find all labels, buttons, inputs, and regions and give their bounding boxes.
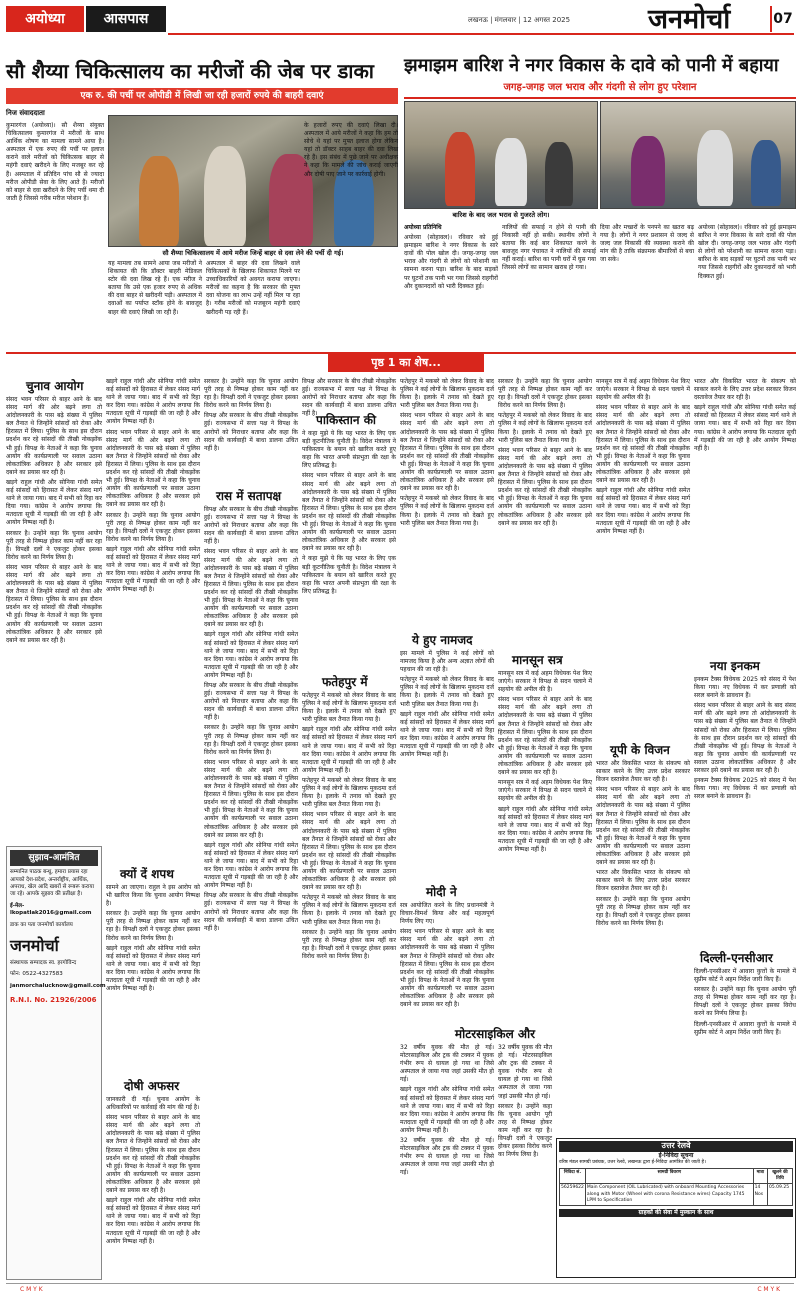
story1-headline: सौ शैय्या चिकित्सालय का मरीजों की जेब पर डाका xyxy=(6,59,374,83)
section-head-shapath: क्यों दें शपथ xyxy=(120,867,174,881)
tender-col-0: निविदा सं. xyxy=(560,1169,586,1184)
suggestion-advert xyxy=(6,846,106,1280)
story2-column-3: दिया और मच्छरों के पनपने का खतरा बढ़ गया है। लोगों ने नगर प्रशासन से जल्द से जल्द जल निकासी की व्यवस्था कराने की मांग की है ताकि संक्रामक बीमारियों से बचा जा सके। xyxy=(600,224,694,264)
lower-column-4b: फतेहपुर में मकबरे को लेकर विवाद के बाद पुलिस ने कई लोगों के खिलाफ मुकदमा दर्ज किया है। इलाके में तनाव को देखते हुए भारी पुलिस बल तैनात किया गया है। खड़गे राहुल गांधी और सोनिया गांधी समेत कई सांसदों को हिरासत में लेकर संसद मार्ग थाने ले जाया गया। बाद में सभी को रिहा कर दिया गया। कांग्रेस ने आरोप लगाया कि मतदाता सूची में गड़बड़ी की जा रही है और आयोग निष्पक्ष नहीं है। फतेहपुर में मकबरे को लेकर विवाद के बाद पुलिस ने कई लोगों के खिलाफ मुकदमा दर्ज किया है। इलाके में तनाव को देखते हुए भारी पुलिस बल तैनात किया गया है। संसद भवन परिसर से बाहर आने के बाद संसद मार्ग की ओर बढ़ने लगा तो आंदोलनकारी के पास बढ़े संख्या में पुलिस बल तैनात थे जिन्होंने सांसदों को रोका और हिरासत में लिया। पुलिस के साथ इस दौरान प्रदर्शन कर रहे सांसदों की तीखी नोकझोंक भी हुई। विपक्ष के नेताओं ने कहा कि चुनाव आयोग की कार्यप्रणाली पर सवाल उठाना लोकतांत्रिक अधिकार है और सरकार इसे दबाने का प्रयास कर रही है। फतेहपुर में मकबरे को लेकर विवाद के बाद पुलिस ने कई लोगों के खिलाफ मुकदमा दर्ज किया है। इलाके में तनाव को देखते हुए भारी पुलिस बल तैनात किया गया है। सरकार है। उन्होंने कहा कि चुनाव आयोग पूरी तरह से निष्पक्ष होकर काम नहीं कर रहा है। विपक्षी दलों ने एकजुट होकर इसका विरोध करने का निर्णय लिया है। xyxy=(302,692,396,960)
registration-marks-right: C M Y K xyxy=(757,1286,780,1293)
tender-col-3: खुलने की तिथि xyxy=(768,1169,793,1184)
lower-column-5c: सत्र आयोजित करने के लिए प्रधानमंत्री ने विचार-विमर्श किया और कई महत्वपूर्ण निर्णय लिए गए। संसद भवन परिसर से बाहर आने के बाद संसद मार्ग की ओर बढ़ने लगा तो आंदोलनकारी के पास बढ़े संख्या में पुलिस बल तैनात थे जिन्होंने सांसदों को रोका और हिरासत में लिया। पुलिस के साथ इस दौरान प्रदर्शन कर रहे सांसदों की तीखी नोकझोंक भी हुई। विपक्ष के नेताओं ने कहा कि चुनाव आयोग की कार्यप्रणाली पर सवाल उठाना लोकतांत्रिक अधिकार है और सरकार इसे दबाने का प्रयास कर रही है। xyxy=(400,902,494,1009)
tender-table xyxy=(559,1168,793,1205)
registration-marks-left: C M Y K xyxy=(20,1286,43,1293)
section-tag-ayodhya: अयोध्या xyxy=(6,6,84,32)
footer-rule xyxy=(6,1283,794,1284)
lower-column-2c: जानकारी दी गई। चुनाव आयोग के अधिकारियों पर कार्रवाई की मांग की गई है। संसद भवन परिसर से बाहर आने के बाद संसद मार्ग की ओर बढ़ने लगा तो आंदोलनकारी के पास बढ़े संख्या में पुलिस बल तैनात थे जिन्होंने सांसदों को रोका और हिरासत में लिया। पुलिस के साथ इस दौरान प्रदर्शन कर रहे सांसदों की तीखी नोकझोंक भी हुई। विपक्ष के नेताओं ने कहा कि चुनाव आयोग की कार्यप्रणाली पर सवाल उठाना लोकतांत्रिक अधिकार है और सरकार इसे दबाने का प्रयास कर रही है। खड़गे राहुल गांधी और सोनिया गांधी समेत कई सांसदों को हिरासत में लेकर संसद मार्ग थाने ले जाया गया। बाद में सभी को रिहा कर दिया गया। कांग्रेस ने आरोप लगाया कि मतदाता सूची में गड़बड़ी की जा रही है और आयोग निष्पक्ष नहीं है। xyxy=(106,1096,200,1245)
section-head-doshi: दोषी अफसर xyxy=(124,1079,180,1093)
lower-column-4-top: विपक्ष और सरकार के बीच तीखी नोकझोंक हुई। राज्यसभा में सत्ता पक्ष ने विपक्ष के आरोपों को निराधार बताया और कहा कि सदन की कार्यवाही में बाधा डालना उचित नहीं है। xyxy=(302,378,396,418)
story2-column-1: अयोध्या प्रतिनिधि अयोध्या (सोहावल)। रविवार को हुई झमाझम बारिश ने नगर विकास के सारे दावों की पोल खोल दी। जगह-जगह जल भराव और गंदगी से लोगों को परेशानी का सामना करना पड़ा। बारिश के बाद सड़कों पर घुटनों तक पानी भर गया जिससे राहगीरों और दुकानदारों को भारी दिक्कत हुई। xyxy=(404,224,498,290)
story2-column-2: नालियों की सफाई न होने से पानी की निकासी नहीं हो सकी। स्थानीय लोगों ने बताया कि कई बार शिकायत करने के बावजूद नगर पंचायत ने नालियों की सफाई नहीं कराई। बारिश का पानी घरों में घुस गया जिससे लोगों का सामान खराब हो गया। xyxy=(502,224,596,272)
lower-column-8b: इनकम टैक्स विधेयक 2025 को संसद में पेश किया गया। नए विधेयक में कर प्रणाली को सरल बनाने के प्रावधान हैं। संसद भवन परिसर से बाहर आने के बाद संसद मार्ग की ओर बढ़ने लगा तो आंदोलनकारी के पास बढ़े संख्या में पुलिस बल तैनात थे जिन्होंने सांसदों को रोका और हिरासत में लिया। पुलिस के साथ इस दौरान प्रदर्शन कर रहे सांसदों की तीखी नोकझोंक भी हुई। विपक्ष के नेताओं ने कहा कि चुनाव आयोग की कार्यप्रणाली पर सवाल उठाना लोकतांत्रिक अधिकार है और सरकार इसे दबाने का प्रयास कर रही है। इनकम टैक्स विधेयक 2025 को संसद में पेश किया गया। नए विधेयक में कर प्रणाली को सरल बनाने के प्रावधान हैं। xyxy=(694,676,796,801)
story1-column-3: अस्पताल में बाहर की दवा लिखने वाले चिकित्सकों के खिलाफ शिकायत मिलने पर उच्चाधिकारियों को अवगत कराया जाएगा। मरीजों का कहना है कि सरकार की मुफ्त दवा योजना का लाभ उन्हें नहीं मिल पा रहा है। गरीब मरीजों को मजबूरन महंगी दवाएं खरीदनी पड़ रही हैं। xyxy=(206,260,300,316)
tender-title: उत्तर रेलवे xyxy=(559,1141,793,1152)
story1-column-4: के हजारों रुपए की दवाएं लिखा दी। अस्पताल में आये मरीजों ने कहा कि हम तो सोचे थे यहां पर मुफ्त इलाज होगा लेकिन यहां तो डॉक्टर साहब बाहर की दवा लिख रहे हैं। इस संबंध में पूछे जाने पर अधीक्षक ने कहा कि मामले की जांच कराई जाएगी और दोषी पाए जाने पर कार्रवाई होगी। xyxy=(304,122,398,178)
story2-kicker: अयोध्या प्रतिनिधि xyxy=(404,224,442,231)
lower-column-8: भारत और विकसित भारत के संकल्प को साकार करने के लिए उत्तर प्रदेश सरकार विजन दस्तावेज तैयार कर रही है। खड़गे राहुल गांधी और सोनिया गांधी समेत कई सांसदों को हिरासत में लेकर संसद मार्ग थाने ले जाया गया। बाद में सभी को रिहा कर दिया गया। कांग्रेस ने आरोप लगाया कि मतदाता सूची में गड़बड़ी की जा रही है और आयोग निष्पक्ष नहीं है। xyxy=(694,378,796,452)
advert-rni: R.N.I. No. 21926/2006 xyxy=(10,995,97,1004)
section-tag-aaspaas: आसपास xyxy=(86,6,166,32)
section-head-manasun: मानसून सत्र xyxy=(512,653,563,667)
lower-column-6: सरकार है। उन्होंने कहा कि चुनाव आयोग पूरी तरह से निष्पक्ष होकर काम नहीं कर रहा है। विपक्षी दलों ने एकजुट होकर इसका विरोध करने का निर्णय लिया है। फतेहपुर में मकबरे को लेकर विवाद के बाद पुलिस ने कई लोगों के खिलाफ मुकदमा दर्ज किया है। इलाके में तनाव को देखते हुए भारी पुलिस बल तैनात किया गया है। संसद भवन परिसर से बाहर आने के बाद संसद मार्ग की ओर बढ़ने लगा तो आंदोलनकारी के पास बढ़े संख्या में पुलिस बल तैनात थे जिन्होंने सांसदों को रोका और हिरासत में लिया। पुलिस के साथ इस दौरान प्रदर्शन कर रहे सांसदों की तीखी नोकझोंक भी हुई। विपक्ष के नेताओं ने कहा कि चुनाव आयोग की कार्यप्रणाली पर सवाल उठाना लोकतांत्रिक अधिकार है और सरकार इसे दबाने का प्रयास कर रही है। xyxy=(498,378,592,527)
tender-footer: ग्राहकों की सेवा में मुस्कान के साथ xyxy=(559,1209,793,1217)
advert-logo: जनमोर्चा xyxy=(10,936,59,956)
advert-body: सम्मानित पाठक बन्धु, हमारा प्रयास रहा आपको देश-प्रदेश, अन्तर्राष्ट्रीय, आर्थिक, अपराध, खेल आदि खबरों से रूबरू कराया जा रहे। आपके सुझाव की प्रतीक्षा है। xyxy=(10,869,95,898)
lower-column-2b: सामने आ जाएगा। राहुल ने इस आरोप को भी खारिज किया कि चुनाव आयोग निष्पक्ष है। सरकार है। उन्होंने कहा कि चुनाव आयोग पूरी तरह से निष्पक्ष होकर काम नहीं कर रहा है। विपक्षी दलों ने एकजुट होकर इसका विरोध करने का निर्णय लिया है। खड़गे राहुल गांधी और सोनिया गांधी समेत कई सांसदों को हिरासत में लेकर संसद मार्ग थाने ले जाया गया। बाद में सभी को रिहा कर दिया गया। कांग्रेस ने आरोप लगाया कि मतदाता सूची में गड़बड़ी की जा रही है और आयोग निष्पक्ष नहीं है। xyxy=(106,884,200,993)
section-head-modi: मोदी ने xyxy=(426,885,457,899)
advert-email: ई-मेल- lkopatlak2016@gmail.com xyxy=(10,902,92,917)
lower-column-3: सरकार है। उन्होंने कहा कि चुनाव आयोग पूरी तरह से निष्पक्ष होकर काम नहीं कर रहा है। विपक्षी दलों ने एकजुट होकर इसका विरोध करने का निर्णय लिया है। विपक्ष और सरकार के बीच तीखी नोकझोंक हुई। राज्यसभा में सत्ता पक्ष ने विपक्ष के आरोपों को निराधार बताया और कहा कि सदन की कार्यवाही में बाधा डालना उचित नहीं है। xyxy=(204,378,298,452)
lower-column-8c: दिल्ली-एनसीआर में आवारा कुत्तों के मामले में सुप्रीम कोर्ट ने अहम निर्देश जारी किए हैं। सरकार है। उन्होंने कहा कि चुनाव आयोग पूरी तरह से निष्पक्ष होकर काम नहीं कर रहा है। विपक्षी दलों ने एकजुट होकर इसका विरोध करने का निर्णय लिया है। दिल्ली-एनसीआर में आवारा कुत्तों के मामले में सुप्रीम कोर्ट ने अहम निर्देश जारी किए हैं। xyxy=(694,968,796,1036)
tender-col-2: मात्रा xyxy=(753,1169,767,1184)
lower-column-6b: मानसून सत्र में कई अहम विधेयक पेश किए जाएंगे। सरकार ने विपक्ष से सदन चलाने में सहयोग की अपील की है। संसद भवन परिसर से बाहर आने के बाद संसद मार्ग की ओर बढ़ने लगा तो आंदोलनकारी के पास बढ़े संख्या में पुलिस बल तैनात थे जिन्होंने सांसदों को रोका और हिरासत में लिया। पुलिस के साथ इस दौरान प्रदर्शन कर रहे सांसदों की तीखी नोकझोंक भी हुई। विपक्ष के नेताओं ने कहा कि चुनाव आयोग की कार्यप्रणाली पर सवाल उठाना लोकतांत्रिक अधिकार है और सरकार इसे दबाने का प्रयास कर रही है। मानसून सत्र में कई अहम विधेयक पेश किए जाएंगे। सरकार ने विपक्ष से सदन चलाने में सहयोग की अपील की है। खड़गे राहुल गांधी और सोनिया गांधी समेत कई सांसदों को हिरासत में लेकर संसद मार्ग थाने ले जाया गया। बाद में सभी को रिहा कर दिया गया। कांग्रेस ने आरोप लगाया कि मतदाता सूची में गड़बड़ी की जा रही है और आयोग निष्पक्ष नहीं है। xyxy=(498,670,592,853)
advert-founder: संस्थापक सम्पादक स्व. हरगोविन्द xyxy=(10,959,77,966)
page-number: 07 xyxy=(770,6,794,32)
table-row: 56259622 Main Component (OIL Lubricated) with onboard Mounting Accessories along with Motor (Wheel with corona Resistance wires) Capacity 1745 LPM to Specification 14 Nos 05.09.25 xyxy=(560,1184,793,1205)
story2-photo-caption: बारिश के बाद जल भराव से गुजरते लोग। xyxy=(452,211,550,219)
continued-banner xyxy=(6,352,796,370)
advert-heading: सुझाव-आमंत्रित xyxy=(10,850,98,866)
lower-column-7: मानसून सत्र में कई अहम विधेयक पेश किए जाएंगे। सरकार ने विपक्ष से सदन चलाने में सहयोग की अपील की है। संसद भवन परिसर से बाहर आने के बाद संसद मार्ग की ओर बढ़ने लगा तो आंदोलनकारी के पास बढ़े संख्या में पुलिस बल तैनात थे जिन्होंने सांसदों को रोका और हिरासत में लिया। पुलिस के साथ इस दौरान प्रदर्शन कर रहे सांसदों की तीखी नोकझोंक भी हुई। विपक्ष के नेताओं ने कहा कि चुनाव आयोग की कार्यप्रणाली पर सवाल उठाना लोकतांत्रिक अधिकार है और सरकार इसे दबाने का प्रयास कर रही है। खड़गे राहुल गांधी और सोनिया गांधी समेत कई सांसदों को हिरासत में लेकर संसद मार्ग थाने ले जाया गया। बाद में सभी को रिहा कर दिया गया। कांग्रेस ने आरोप लगाया कि मतदाता सूची में गड़बड़ी की जा रही है और आयोग निष्पक्ष नहीं है। xyxy=(596,378,690,535)
lower-column-6c: 32 वर्षीय युवक की मौत हो गई। मोटरसाइकिल और ट्रक की टक्कर में युवक गंभीर रूप से घायल हो गया था जिसे अस्पताल ले जाया गया जहां उसकी मौत हो गई। सरकार है। उन्होंने कहा कि चुनाव आयोग पूरी तरह से निष्पक्ष होकर काम नहीं कर रहा है। विपक्षी दलों ने एकजुट होकर इसका विरोध करने का निर्णय लिया है। xyxy=(498,1044,552,1159)
lower-column-7b: भारत और विकसित भारत के संकल्प को साकार करने के लिए उत्तर प्रदेश सरकार विजन दस्तावेज तैयार कर रही है। संसद भवन परिसर से बाहर आने के बाद संसद मार्ग की ओर बढ़ने लगा तो आंदोलनकारी के पास बढ़े संख्या में पुलिस बल तैनात थे जिन्होंने सांसदों को रोका और हिरासत में लिया। पुलिस के साथ इस दौरान प्रदर्शन कर रहे सांसदों की तीखी नोकझोंक भी हुई। विपक्ष के नेताओं ने कहा कि चुनाव आयोग की कार्यप्रणाली पर सवाल उठाना लोकतांत्रिक अधिकार है और सरकार इसे दबाने का प्रयास कर रही है। भारत और विकसित भारत के संकल्प को साकार करने के लिए उत्तर प्रदेश सरकार विजन दस्तावेज तैयार कर रही है। सरकार है। उन्होंने कहा कि चुनाव आयोग पूरी तरह से निष्पक्ष होकर काम नहीं कर रहा है। विपक्षी दलों ने एकजुट होकर इसका विरोध करने का निर्णय लिया है। xyxy=(596,760,690,927)
story1-column-2: यह मामला तब सामने आया जब मरीजों ने शिकायत की कि डॉक्टर बाहरी मेडिकल स्टोर की दवा लिख रहे हैं। एक मरीज ने बताया कि उसे एक हजार रुपए से अधिक की दवा बाहर से खरीदनी पड़ी। अस्पताल में दवाओं का पर्याप्त स्टॉक होने के बावजूद बाहर की दवाएं लिखी जा रही हैं। xyxy=(108,260,202,316)
story1-column-1: कुमारगंज (अयोध्या)। सौ शैय्या संयुक्त चिकित्सालय कुमारगंज में मरीजों के साथ आर्थिक शोषण का मामला सामने आया है। अस्पताल में एक रुपए की पर्ची पर इलाज कराने वाले मरीजों को चिकित्सक बाहर से महंगी दवाएं खरीदने के लिए मजबूर कर रहे हैं। अस्पताल में प्रतिदिन पांच सौ से ज्यादा मरीज ओपीडी सेवा के लिए आते हैं। मरीजों को बाहर से दवा खरीदने के लिए पर्ची थमा दी जाती है जिससे गरीब मरीज परेशान हैं। xyxy=(6,122,104,202)
story1-byline: निज संवाददाता xyxy=(6,109,45,117)
story2-photo-right xyxy=(600,101,796,209)
section-head-dilli: दिल्ली-एनसीआर xyxy=(700,951,773,965)
story1-subhead: एक रु. की पर्ची पर ओपीडी में लिखी जा रही हजारों रुपये की बाहरी दवाएं xyxy=(6,88,398,104)
section-head-pakistan: पाकिस्तान की xyxy=(316,413,377,427)
lower-column-5b: इस मामले में पुलिस ने कई लोगों को नामजद किया है और अन्य अज्ञात लोगों की पहचान की जा रही है। फतेहपुर में मकबरे को लेकर विवाद के बाद पुलिस ने कई लोगों के खिलाफ मुकदमा दर्ज किया है। इलाके में तनाव को देखते हुए भारी पुलिस बल तैनात किया गया है। खड़गे राहुल गांधी और सोनिया गांधी समेत कई सांसदों को हिरासत में लेकर संसद मार्ग थाने ले जाया गया। बाद में सभी को रिहा कर दिया गया। कांग्रेस ने आरोप लगाया कि मतदाता सूची में गड़बड़ी की जा रही है और आयोग निष्पक्ष नहीं है। xyxy=(400,650,494,759)
section-head-naya: नया इनकम xyxy=(710,659,760,673)
story2-photo-left xyxy=(404,101,598,209)
section-head-fatehpur: फतेहपुर में xyxy=(322,675,368,689)
section-head-raas: रास में सतापक्ष xyxy=(216,489,282,503)
lower-column-3b: विपक्ष और सरकार के बीच तीखी नोकझोंक हुई। राज्यसभा में सत्ता पक्ष ने विपक्ष के आरोपों को निराधार बताया और कहा कि सदन की कार्यवाही में बाधा डालना उचित नहीं है। संसद भवन परिसर से बाहर आने के बाद संसद मार्ग की ओर बढ़ने लगा तो आंदोलनकारी के पास बढ़े संख्या में पुलिस बल तैनात थे जिन्होंने सांसदों को रोका और हिरासत में लिया। पुलिस के साथ इस दौरान प्रदर्शन कर रहे सांसदों की तीखी नोकझोंक भी हुई। विपक्ष के नेताओं ने कहा कि चुनाव आयोग की कार्यप्रणाली पर सवाल उठाना लोकतांत्रिक अधिकार है और सरकार इसे दबाने का प्रयास कर रही है। खड़गे राहुल गांधी और सोनिया गांधी समेत कई सांसदों को हिरासत में लेकर संसद मार्ग थाने ले जाया गया। बाद में सभी को रिहा कर दिया गया। कांग्रेस ने आरोप लगाया कि मतदाता सूची में गड़बड़ी की जा रही है और आयोग निष्पक्ष नहीं है। विपक्ष और सरकार के बीच तीखी नोकझोंक हुई। राज्यसभा में सत्ता पक्ष ने विपक्ष के आरोपों को निराधार बताया और कहा कि सदन की कार्यवाही में बाधा डालना उचित नहीं है। सरकार है। उन्होंने कहा कि चुनाव आयोग पूरी तरह से निष्पक्ष होकर काम नहीं कर रहा है। विपक्षी दलों ने एकजुट होकर इसका विरोध करने का निर्णय लिया है। संसद भवन परिसर से बाहर आने के बाद संसद मार्ग की ओर बढ़ने लगा तो आंदोलनकारी के पास बढ़े संख्या में पुलिस बल तैनात थे जिन्होंने सांसदों को रोका और हिरासत में लिया। पुलिस के साथ इस दौरान प्रदर्शन कर रहे सांसदों की तीखी नोकझोंक भी हुई। विपक्ष के नेताओं ने कहा कि चुनाव आयोग की कार्यप्रणाली पर सवाल उठाना लोकतांत्रिक अधिकार है और सरकार इसे दबाने का प्रयास कर रही है। खड़गे राहुल गांधी और सोनिया गांधी समेत कई सांसदों को हिरासत में लेकर संसद मार्ग थाने ले जाया गया। बाद में सभी को रिहा कर दिया गया। कांग्रेस ने आरोप लगाया कि मतदाता सूची में गड़बड़ी की जा रही है और आयोग निष्पक्ष नहीं है। विपक्ष और सरकार के बीच तीखी नोकझोंक हुई। राज्यसभा में सत्ता पक्ष ने विपक्ष के आरोपों को निराधार बताया और कहा कि सदन की कार्यवाही में बाधा डालना उचित नहीं है। xyxy=(204,506,298,932)
story2-column-4: अयोध्या (सोहावल)। रविवार को हुई झमाझम बारिश ने नगर विकास के सारे दावों की पोल खोल दी। जगह-जगह जल भराव और गंदगी से लोगों को परेशानी का सामना करना पड़ा। बारिश के बाद सड़कों पर घुटनों तक पानी भर गया जिससे राहगीरों और दुकानदारों को भारी दिक्कत हुई। xyxy=(698,224,796,280)
story2-subhead: जगह-जगह जल भराव और गंदगी से लोग हुए परेशान xyxy=(404,81,796,99)
advert-address: डाक का पता जनमोर्चा कार्यालय xyxy=(10,921,73,928)
advert-phone: फोन: 0522-4327583 xyxy=(10,971,63,978)
tender-col-1: सामग्री विवरण xyxy=(585,1169,753,1184)
lower-column-5: फतेहपुर में मकबरे को लेकर विवाद के बाद पुलिस ने कई लोगों के खिलाफ मुकदमा दर्ज किया है। इलाके में तनाव को देखते हुए भारी पुलिस बल तैनात किया गया है। संसद भवन परिसर से बाहर आने के बाद संसद मार्ग की ओर बढ़ने लगा तो आंदोलनकारी के पास बढ़े संख्या में पुलिस बल तैनात थे जिन्होंने सांसदों को रोका और हिरासत में लिया। पुलिस के साथ इस दौरान प्रदर्शन कर रहे सांसदों की तीखी नोकझोंक भी हुई। विपक्ष के नेताओं ने कहा कि चुनाव आयोग की कार्यप्रणाली पर सवाल उठाना लोकतांत्रिक अधिकार है और सरकार इसे दबाने का प्रयास कर रही है। फतेहपुर में मकबरे को लेकर विवाद के बाद पुलिस ने कई लोगों के खिलाफ मुकदमा दर्ज किया है। इलाके में तनाव को देखते हुए भारी पुलिस बल तैनात किया गया है। xyxy=(400,378,494,527)
lower-column-4: ने कहा मुझे ये कि यह भारत के लिए एक बड़ी कूटनीतिक चुनौती है। विदेश मंत्रालय ने पाकिस्तान के बयान को खारिज करते हुए कहा कि भारत अपनी संप्रभुता की रक्षा के लिए प्रतिबद्ध है। संसद भवन परिसर से बाहर आने के बाद संसद मार्ग की ओर बढ़ने लगा तो आंदोलनकारी के पास बढ़े संख्या में पुलिस बल तैनात थे जिन्होंने सांसदों को रोका और हिरासत में लिया। पुलिस के साथ इस दौरान प्रदर्शन कर रहे सांसदों की तीखी नोकझोंक भी हुई। विपक्ष के नेताओं ने कहा कि चुनाव आयोग की कार्यप्रणाली पर सवाल उठाना लोकतांत्रिक अधिकार है और सरकार इसे दबाने का प्रयास कर रही है। ने कहा मुझे ये कि यह भारत के लिए एक बड़ी कूटनीतिक चुनौती है। विदेश मंत्रालय ने पाकिस्तान के बयान को खारिज करते हुए कहा कि भारत अपनी संप्रभुता की रक्षा के लिए प्रतिबद्ध है। xyxy=(302,430,396,595)
advert-email2: janmorchalucknow@gmail.com xyxy=(10,982,106,989)
section-head-namdad: ये हुए नामजद xyxy=(412,633,473,647)
lower-column-2: खड़गे राहुल गांधी और सोनिया गांधी समेत कई सांसदों को हिरासत में लेकर संसद मार्ग थाने ले जाया गया। बाद में सभी को रिहा कर दिया गया। कांग्रेस ने आरोप लगाया कि मतदाता सूची में गड़बड़ी की जा रही है और आयोग निष्पक्ष नहीं है। संसद भवन परिसर से बाहर आने के बाद संसद मार्ग की ओर बढ़ने लगा तो आंदोलनकारी के पास बढ़े संख्या में पुलिस बल तैनात थे जिन्होंने सांसदों को रोका और हिरासत में लिया। पुलिस के साथ इस दौरान प्रदर्शन कर रहे सांसदों की तीखी नोकझोंक भी हुई। विपक्ष के नेताओं ने कहा कि चुनाव आयोग की कार्यप्रणाली पर सवाल उठाना लोकतांत्रिक अधिकार है और सरकार इसे दबाने का प्रयास कर रही है। सरकार है। उन्होंने कहा कि चुनाव आयोग पूरी तरह से निष्पक्ष होकर काम नहीं कर रहा है। विपक्षी दलों ने एकजुट होकर इसका विरोध करने का निर्णय लिया है। खड़गे राहुल गांधी और सोनिया गांधी समेत कई सांसदों को हिरासत में लेकर संसद मार्ग थाने ले जाया गया। बाद में सभी को रिहा कर दिया गया। कांग्रेस ने आरोप लगाया कि मतदाता सूची में गड़बड़ी की जा रही है और आयोग निष्पक्ष नहीं है। xyxy=(106,378,200,594)
section-head-motor: मोटरसाइकिल और xyxy=(454,1027,536,1041)
page-header xyxy=(0,0,800,38)
section-head-chunav: चुनाव आयोग xyxy=(26,379,84,393)
story1-photo-caption: सौ शैय्या चिकित्सालय में आये मरीज जिन्हें बाहर से दवा लेने की पर्ची दी गई। xyxy=(162,249,344,257)
tender-intro: वरिष्ठ मंडल सामग्री प्रबंधक, उत्तर रेलवे, लखनऊ द्वारा ई-निविदा आमंत्रित की जाती है। xyxy=(559,1159,706,1165)
lower-column-5d: 32 वर्षीय युवक की मौत हो गई। मोटरसाइकिल और ट्रक की टक्कर में युवक गंभीर रूप से घायल हो गया था जिसे अस्पताल ले जाया गया जहां उसकी मौत हो गई। खड़गे राहुल गांधी और सोनिया गांधी समेत कई सांसदों को हिरासत में लेकर संसद मार्ग थाने ले जाया गया। बाद में सभी को रिहा कर दिया गया। कांग्रेस ने आरोप लगाया कि मतदाता सूची में गड़बड़ी की जा रही है और आयोग निष्पक्ष नहीं है। 32 वर्षीय युवक की मौत हो गई। मोटरसाइकिल और ट्रक की टक्कर में युवक गंभीर रूप से घायल हो गया था जिसे अस्पताल ले जाया गया जहां उसकी मौत हो गई। xyxy=(400,1044,494,1177)
railway-tender xyxy=(556,1138,796,1278)
continued-banner-label: पृष्ठ 1 का शेष... xyxy=(328,354,484,372)
story2-headline: झमाझम बारिश ने नगर विकास के दावे को पानी में बहाया xyxy=(404,55,779,76)
section-head-yupi: यूपी के विजन xyxy=(610,743,670,757)
newspaper-brand: जनमोर्चा xyxy=(648,4,731,35)
issue-line: लखनऊ | मंगलवार | 12 अगस्त 2025 xyxy=(468,16,571,24)
lower-column-1: संसद भवन परिसर से बाहर आने के बाद संसद मार्ग की ओर बढ़ने लगा तो आंदोलनकारी के पास बढ़े संख्या में पुलिस बल तैनात थे जिन्होंने सांसदों को रोका और हिरासत में लिया। पुलिस के साथ इस दौरान प्रदर्शन कर रहे सांसदों की तीखी नोकझोंक भी हुई। विपक्ष के नेताओं ने कहा कि चुनाव आयोग की कार्यप्रणाली पर सवाल उठाना लोकतांत्रिक अधिकार है और सरकार इसे दबाने का प्रयास कर रही है। खड़गे राहुल गांधी और सोनिया गांधी समेत कई सांसदों को हिरासत में लेकर संसद मार्ग थाने ले जाया गया। बाद में सभी को रिहा कर दिया गया। कांग्रेस ने आरोप लगाया कि मतदाता सूची में गड़बड़ी की जा रही है और आयोग निष्पक्ष नहीं है। सरकार है। उन्होंने कहा कि चुनाव आयोग पूरी तरह से निष्पक्ष होकर काम नहीं कर रहा है। विपक्षी दलों ने एकजुट होकर इसका विरोध करने का निर्णय लिया है। संसद भवन परिसर से बाहर आने के बाद संसद मार्ग की ओर बढ़ने लगा तो आंदोलनकारी के पास बढ़े संख्या में पुलिस बल तैनात थे जिन्होंने सांसदों को रोका और हिरासत में लिया। पुलिस के साथ इस दौरान प्रदर्शन कर रहे सांसदों की तीखी नोकझोंक भी हुई। विपक्ष के नेताओं ने कहा कि चुनाव आयोग की कार्यप्रणाली पर सवाल उठाना लोकतांत्रिक अधिकार है और सरकार इसे दबाने का प्रयास कर रही है। xyxy=(6,396,102,644)
tender-subtitle: ई-निविदा सूचना xyxy=(658,1151,694,1159)
